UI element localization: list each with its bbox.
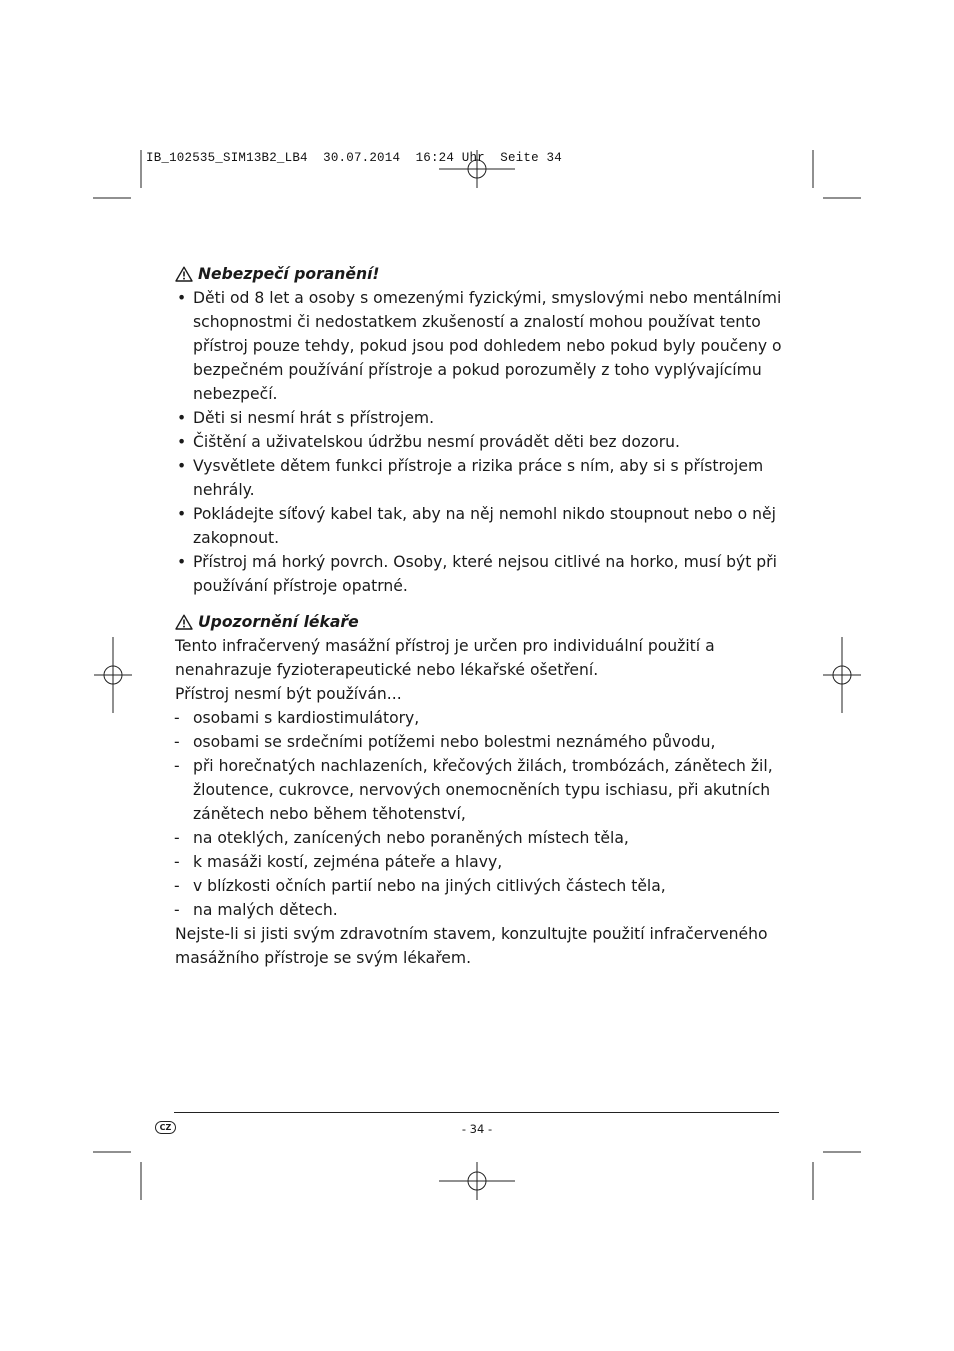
list-item-text: osobami se srdečními potížemi nebo bolestmi neznámého původu, — [193, 733, 716, 751]
list-item — [175, 898, 785, 922]
list-item-text: k masáži kostí, zejména páteře a hlavy, — [193, 853, 503, 871]
footer-divider — [174, 1112, 779, 1113]
print-slug-line — [146, 151, 562, 165]
warning-triangle-icon — [175, 266, 193, 282]
injury-warning-list — [175, 286, 785, 598]
bullet-marker: • — [177, 289, 187, 307]
dash-marker: - — [174, 709, 180, 727]
list-item — [175, 754, 785, 826]
contraindication-list — [175, 706, 785, 922]
warning-triangle-icon — [175, 614, 193, 630]
slug-file: IB_102535_SIM13B2_LB4 — [146, 151, 308, 165]
list-item-text: na malých dětech. — [193, 901, 338, 919]
section-heading-doctor — [175, 610, 785, 634]
closing-paragraph: Nejste-li si jisti svým zdravotním stavem, konzultujte použití infračerveného masážního přístroje se svým lékařem. — [175, 925, 768, 967]
bullet-marker: • — [177, 553, 187, 571]
section-heading-injury — [175, 262, 785, 286]
lead-paragraph: Přístroj nesmí být používán... — [175, 685, 402, 703]
dash-marker: - — [174, 829, 180, 847]
slug-date: 30.07.2014 — [323, 151, 401, 165]
dash-marker: - — [174, 877, 180, 895]
bullet-marker: • — [177, 409, 187, 427]
section-spacer — [175, 598, 785, 610]
bullet-marker: • — [177, 505, 187, 523]
country-badge: CZ — [155, 1121, 176, 1134]
list-item — [175, 406, 785, 430]
page-number: - 34 - — [461, 1122, 493, 1136]
list-item-text: Děti si nesmí hrát s přístrojem. — [193, 409, 435, 427]
list-item-text: Přístroj má horký povrch. Osoby, které nejsou citlivé na horko, musí být při používání přístroje opatrné. — [193, 553, 777, 595]
list-item — [175, 730, 785, 754]
list-item-text: Pokládejte síťový kabel tak, aby na něj nemohl nikdo stoupnout nebo o něj zakopnout. — [193, 505, 776, 547]
bullet-marker: • — [177, 457, 187, 475]
list-item — [175, 706, 785, 730]
dash-marker: - — [174, 901, 180, 919]
bullet-marker: • — [177, 433, 187, 451]
list-item-text: v blízkosti očních partií nebo na jiných citlivých částech těla, — [193, 877, 666, 895]
page-content — [175, 262, 785, 970]
section-title: Upozornění lékaře — [198, 613, 359, 631]
list-item-text: Vysvětlete dětem funkci přístroje a rizika práce s ním, aby si s přístrojem nehrály. — [193, 457, 764, 499]
list-item — [175, 850, 785, 874]
list-item — [175, 286, 785, 406]
list-item — [175, 430, 785, 454]
intro-paragraph: Tento infračervený masážní přístroj je určen pro individuální použití a nenahrazuje fyzioterapeutické nebo lékařské ošetření. — [175, 637, 715, 679]
list-item — [175, 502, 785, 550]
list-item — [175, 874, 785, 898]
list-item-text: na oteklých, zanícených nebo poraněných místech těla, — [193, 829, 629, 847]
section-title: Nebezpečí poranění! — [198, 265, 380, 283]
dash-marker: - — [174, 853, 180, 871]
slug-page: Seite 34 — [500, 151, 562, 165]
dash-marker: - — [174, 757, 180, 775]
dash-marker: - — [174, 733, 180, 751]
list-item-text: osobami s kardiostimulátory, — [193, 709, 420, 727]
list-item-text: při horečnatých nachlazeních, křečových žilách, trombózách, zánětech žil, žloutence, cukrovce, nervových onemocněních typu ischiasu, při akutních zánětech nebo během těhotenství, — [193, 757, 773, 823]
list-item — [175, 826, 785, 850]
list-item-text: Děti od 8 let a osoby s omezenými fyzickými, smyslovými nebo mentálními schopnostmi či nedostatkem zkušeností a znalostí mohou používat tento přístroj pouze tehdy, pokud jsou pod dohledem nebo pokud byly poučeny o bezpečném používání přístroje a pokud porozuměly z toho vyplývajícímu nebezpečí. — [193, 289, 782, 403]
slug-time: 16:24 Uhr — [415, 151, 485, 165]
list-item-text: Čištění a uživatelskou údržbu nesmí provádět děti bez dozoru. — [193, 433, 680, 451]
list-item — [175, 550, 785, 598]
list-item — [175, 454, 785, 502]
